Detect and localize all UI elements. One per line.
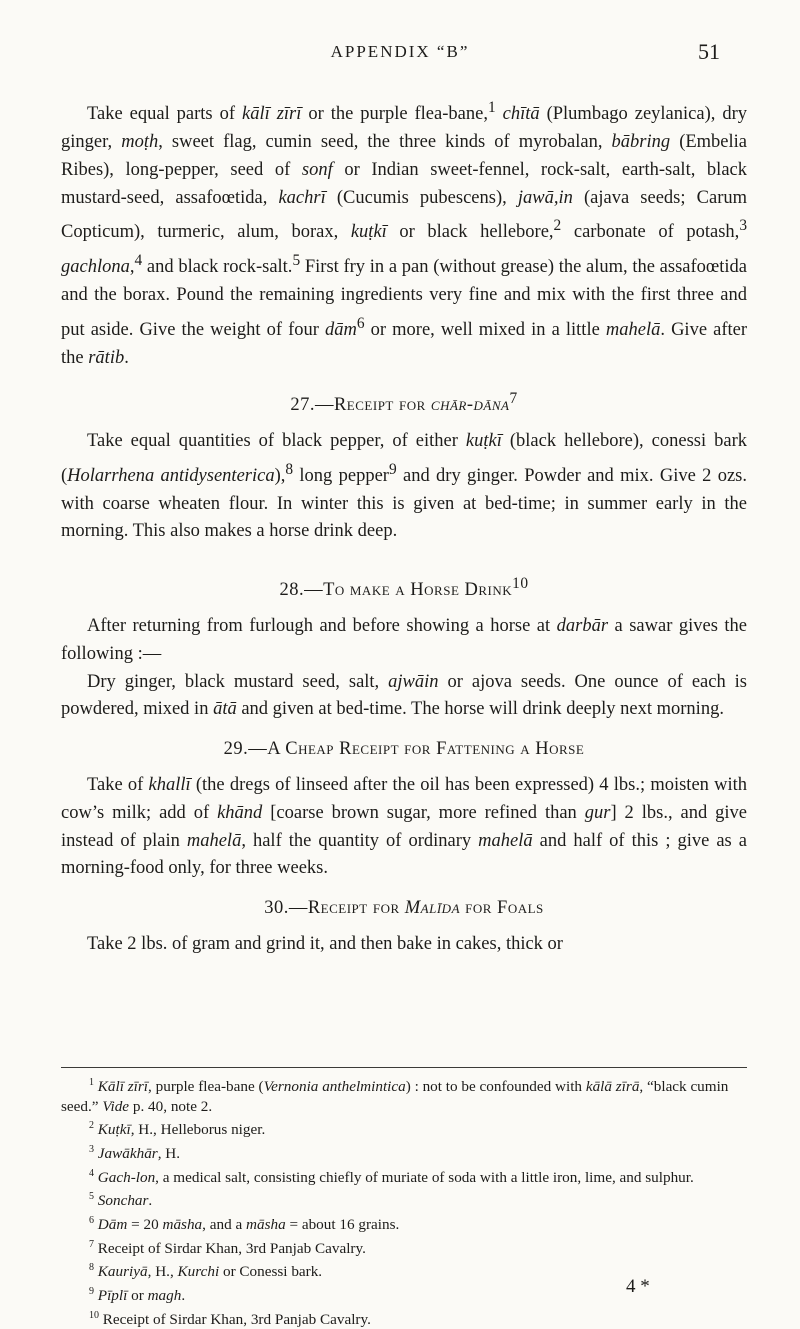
paragraph-recipe-30: Take 2 lbs. of gram and grind it, and then bake in cakes, thick or bbox=[61, 931, 747, 959]
footnote-4: $^4$ Gach-lon, a medical salt, consisting chiefly of muriate of soda with a little iron, lime, and sulphur. bbox=[61, 1164, 747, 1188]
running-title: APPENDIX “B” bbox=[0, 42, 800, 62]
heading-30: 30.—Receipt for Malīda for Foals bbox=[61, 895, 747, 923]
footnote-5: $^5$ Sonchar. bbox=[61, 1187, 747, 1211]
paragraph-recipe-28-intro: After returning from furlough and before showing a horse at darbār a sawar gives the following :— bbox=[61, 613, 747, 669]
paragraph-recipe-28: Dry ginger, black mustard seed, salt, ajwāin or ajova seeds. One ounce of each is powdered, mixed in ātā and given at bed-time. The horse will drink deeply next morning. bbox=[61, 669, 747, 725]
footnote-ref: 6 bbox=[357, 315, 365, 332]
page-number: 51 bbox=[698, 39, 720, 65]
footnote-ref: 2 bbox=[554, 217, 562, 234]
paragraph-recipe-27: Take equal quantities of black pepper, of either kuṭkī (black hellebore), conessi bark (Holarrhena antidysenterica),$^8$ long pepper$^9$ and dry ginger. Powder and mix. Give 2 ozs. with coarse wheaten flour. In winter this is given at bed-time; in summer early in the morning. This also makes a horse drink deep. bbox=[61, 428, 747, 546]
footnote-6: $^6$ Dām = 20 māsha, and a māsha = about 16 grains. bbox=[61, 1211, 747, 1235]
paragraph-recipe-26: Take equal parts of kālī zīrī or the purple flea-bane,$^1$ chītā (Plumbago zeylanica), dry ginger, moṭh, sweet flag, cumin seed, the three kinds of myrobalan, bābring (Embelia Ribes), long-pepper, seed of sonf or Indian sweet-fennel, rock-salt, earth-salt, black mustard-seed, assafoœtida, kachrī (Cucumis pubescens), jawā,in (ajava seeds; Carum Copticum), turmeric, alum, borax, kuṭkī or black hellebore,$^2$ carbonate of potash,$^3$ gachlona,$^4$ and black rock-salt.$^5$ First fry in a pan (without grease) the alum, the assafoœtida and the borax. Pound the remaining ingredients very fine and mix with the first three and put aside. Give the weight of four dām$^6$ or more, well mixed in a little mahelā. Give after the rātib. bbox=[61, 94, 747, 373]
footnote-ref: 4 bbox=[134, 252, 142, 269]
footnote-ref: 10 bbox=[512, 575, 528, 592]
main-text bbox=[61, 94, 747, 959]
footnote-3: $^3$ Jawākhār, H. bbox=[61, 1140, 747, 1164]
heading-27: 27.—Receipt for chār-dāna$^7$ bbox=[61, 385, 747, 420]
paragraph-recipe-29: Take of khallī (the dregs of linseed after the oil has been expressed) 4 lbs.; moisten with cow’s milk; add of khānd [coarse brown sugar, more refined than gur] 2 lbs., and give instead of plain mahelā, half the quantity of ordinary mahelā and half of this ; give as a morning-food only, for three weeks. bbox=[61, 772, 747, 883]
footnote-2: $^2$ Kuṭkī, H., Helleborus niger. bbox=[61, 1116, 747, 1140]
footnote-ref: 7 bbox=[509, 390, 517, 407]
footnote-1: $^1$ Kālī zīrī, purple flea-bane (Vernonia anthelmintica) : not to be confounded with kālā zīrā, “black cumin seed.” Vide p. 40, note 2. bbox=[61, 1073, 747, 1116]
footnote-10: $^{10}$ Receipt of Sirdar Khan, 3rd Panjab Cavalry. bbox=[61, 1306, 747, 1329]
heading-29: 29.—A Cheap Receipt for Fattening a Horse bbox=[61, 736, 747, 764]
footnote-ref: 5 bbox=[292, 252, 300, 269]
footnote-9: $^9$ Pīplī or magh. bbox=[61, 1282, 747, 1306]
footnote-ref: 1 bbox=[488, 99, 496, 116]
signature-mark: 4 * bbox=[626, 1276, 650, 1298]
footnote-ref: 9 bbox=[389, 461, 397, 478]
footnote-ref: 8 bbox=[285, 461, 293, 478]
footnote-8: $^8$ Kauriyā, H., Kurchi or Conessi bark. bbox=[61, 1258, 747, 1282]
footnote-7: $^7$ Receipt of Sirdar Khan, 3rd Panjab Cavalry. bbox=[61, 1235, 747, 1259]
footnote-ref: 3 bbox=[739, 217, 747, 234]
footnote-rule bbox=[61, 1067, 747, 1068]
heading-28: 28.—To make a Horse Drink$^{10}$ bbox=[61, 570, 747, 605]
